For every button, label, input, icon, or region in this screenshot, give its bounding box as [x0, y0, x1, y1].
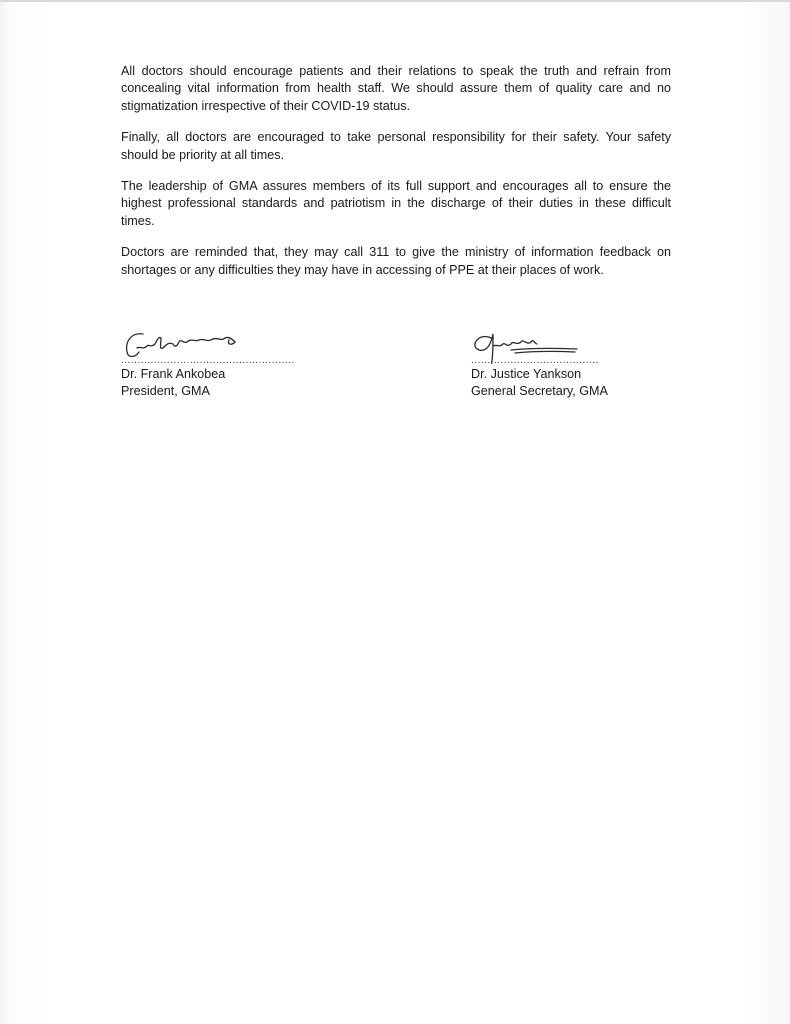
paragraph-ppe-feedback: Doctors are reminded that, they may call 311 to give the ministry of information feedback on shortages or any difficulties they may have in accessing of PPE at their places of work.: [121, 245, 671, 277]
paragraph-personal-safety: Finally, all doctors are encouraged to take personal responsibility for their safety. Your safety should be priority at all times.: [121, 130, 671, 162]
paragraph-leadership-support: The leadership of GMA assures members of its full support and encourages all to ensure the highest professional standards and patriotism in the discharge of their duties in these difficult times.: [121, 179, 671, 228]
signature-line-president: .....................................................: [121, 358, 295, 366]
signature-block-president: [121, 324, 331, 400]
signature-block-secretary: [471, 324, 671, 400]
president-name: Dr. Frank Ankobea: [121, 367, 226, 381]
secretary-name: Dr. Justice Yankson: [471, 367, 582, 381]
letter-body: [121, 63, 671, 293]
signature-line-secretary: .......................................: [471, 358, 599, 366]
secretary-title: General Secretary, GMA: [471, 384, 608, 398]
president-title: President, GMA: [121, 384, 210, 398]
paragraph-patient-honesty: All doctors should encourage patients and their relations to speak the truth and refrain from concealing vital information from health staff. We should assure them of quality care and no stigmatization irrespective of their COVID-19 status.: [121, 64, 671, 113]
